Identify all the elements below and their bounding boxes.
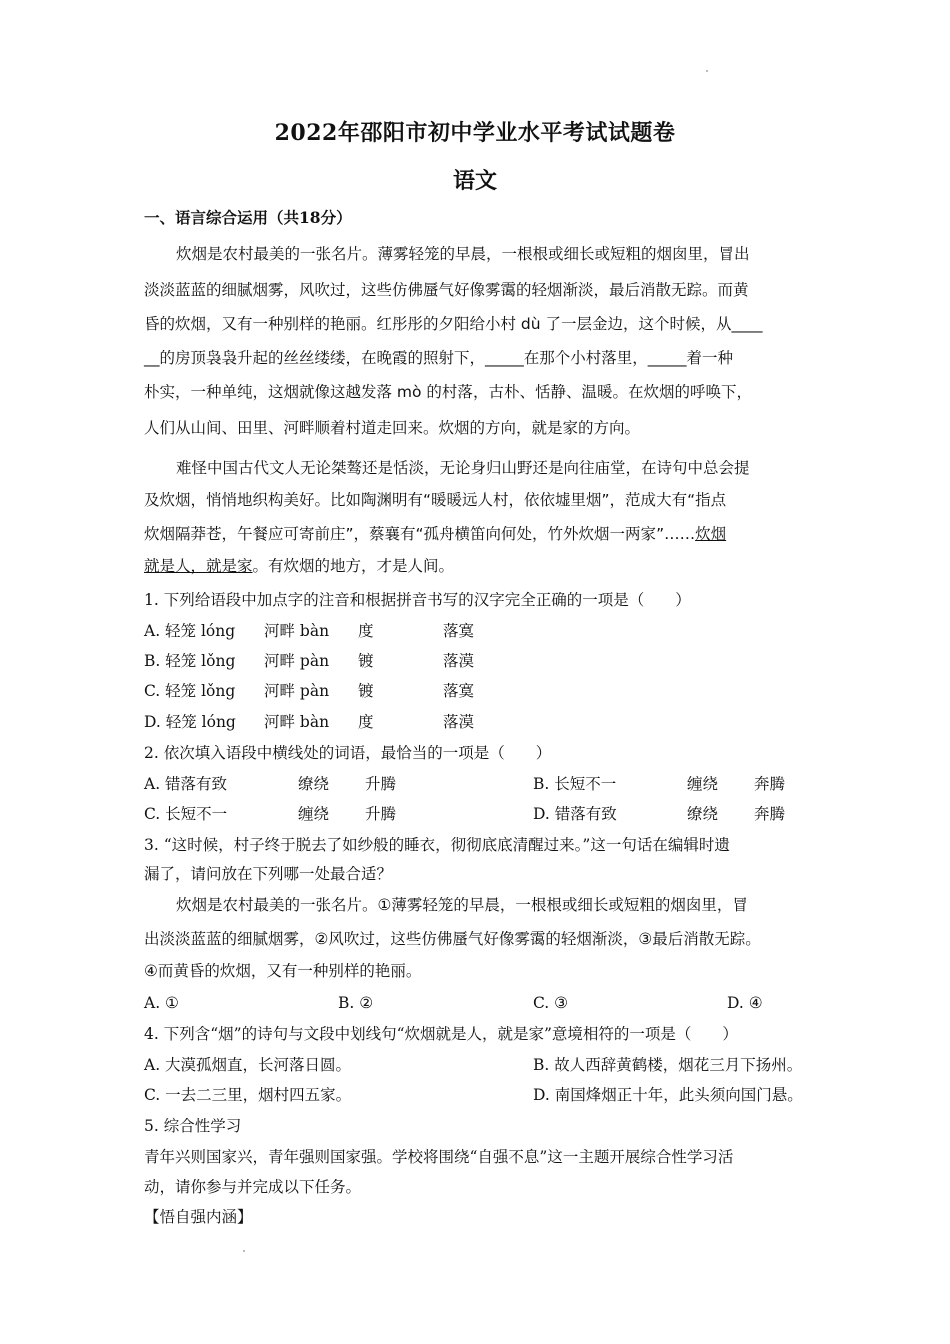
subject-title: 语文 bbox=[452, 168, 497, 194]
question-5-stem: 5. 综合性学习 bbox=[144, 1117, 242, 1135]
section-heading: 一、语言综合运用（共18分） bbox=[144, 208, 352, 227]
option-text: B. 长短不一 bbox=[533, 775, 617, 793]
option-text: 缠绕 bbox=[298, 805, 330, 823]
option-text: 河畔 pàn bbox=[264, 682, 330, 700]
option-text: 度 bbox=[358, 622, 374, 640]
question-4-option-d: D. 南国烽烟正十年，此头须向国门悬。 bbox=[533, 1086, 803, 1104]
option-text: 升腾 bbox=[365, 805, 397, 823]
question-3-option-c: C. ③ bbox=[533, 994, 569, 1012]
passage-line: 及炊烟，悄悄地织构美好。比如陶渊明有“暖暖远人村，依依墟里烟”，范成大有“指点 bbox=[144, 491, 727, 509]
option-text: 度 bbox=[358, 713, 374, 731]
option-text: 河畔 bàn bbox=[264, 713, 330, 731]
option-text: 落寞 bbox=[443, 622, 475, 640]
question-3-option-d: D. ④ bbox=[727, 994, 763, 1012]
question-5-text: 动，请你参与并完成以下任务。 bbox=[144, 1178, 362, 1196]
passage-line: 昏的炊烟，又有一种别样的艳丽。红彤彤的夕阳给小村 dù 了一层金边，这个时候，从____ bbox=[144, 315, 763, 333]
option-text: 落寞 bbox=[443, 682, 475, 700]
page-mark bbox=[243, 1250, 245, 1252]
passage-line: 炊烟是农村最美的一张名片。薄雾轻笼的早晨，一根根或细长或短粗的烟囱里，冒出 bbox=[176, 245, 750, 263]
option-text: B. 轻笼 lǒng bbox=[144, 652, 236, 670]
option-text: A. 轻笼 lóng bbox=[144, 622, 236, 640]
passage-line: __的房顶袅袅升起的丝丝缕缕，在晚霞的照射下，_____在那个小村落里，_____着一种 bbox=[144, 349, 734, 367]
question-4-option-b: B. 故人西辞黄鹤楼，烟花三月下扬州。 bbox=[533, 1056, 803, 1074]
passage-text: 炊烟隔莽苍，午餐应可寄前庄”，蔡襄有“孤舟横笛向何处，竹外炊烟一两家”…… bbox=[144, 525, 696, 543]
option-text: A. 错落有致 bbox=[144, 775, 228, 793]
underlined-sentence: 就是人，就是家 bbox=[144, 557, 253, 575]
passage-line: 炊烟是农村最美的一张名片。①薄雾轻笼的早晨，一根根或细长或短粗的烟囱里，冒 bbox=[176, 896, 748, 914]
option-text: 河畔 pàn bbox=[264, 652, 330, 670]
option-text: C. 轻笼 lǒng bbox=[144, 682, 236, 700]
question-3-option-b: B. ② bbox=[338, 994, 374, 1012]
passage-line: 淡淡蓝蓝的细腻烟雾，风吹过，这些仿佛蜃气好像雾霭的轻烟渐淡，最后消散无踪。而黄 bbox=[144, 281, 749, 299]
passage-line: 人们从山间、田里、河畔顺着村道走回来。炊烟的方向，就是家的方向。 bbox=[144, 419, 641, 437]
question-4-option-c: C. 一去二三里，烟村四五家。 bbox=[144, 1086, 352, 1104]
option-text: 升腾 bbox=[365, 775, 397, 793]
exam-title: 2022年邵阳市初中学业水平考试试题卷 bbox=[274, 120, 676, 146]
option-text: 落漠 bbox=[443, 652, 475, 670]
question-3-stem: 3. “这时候，村子终于脱去了如纱般的睡衣，彻彻底底清醒过来。”这一句话在编辑时遗 bbox=[144, 836, 730, 854]
option-text: 缭绕 bbox=[687, 805, 719, 823]
question-4-option-a: A. 大漠孤烟直，长河落日圆。 bbox=[144, 1056, 352, 1074]
option-text: 河畔 bàn bbox=[264, 622, 330, 640]
passage-line: 难怪中国古代文人无论桀骜还是恬淡，无论身归山野还是向往庙堂，在诗句中总会提 bbox=[176, 459, 750, 477]
question-1-stem: 1. 下列给语段中加点字的注音和根据拼音书写的汉字完全正确的一项是（ ） bbox=[144, 591, 691, 609]
question-5-text: 青年兴则国家兴，青年强则国家强。学校将围绕“自强不息”这一主题开展综合性学习活 bbox=[144, 1148, 734, 1166]
question-2-stem: 2. 依次填入语段中横线处的词语，最恰当的一项是（ ） bbox=[144, 744, 552, 762]
option-text: 奔腾 bbox=[754, 775, 786, 793]
option-text: 奔腾 bbox=[754, 805, 786, 823]
passage-line: ④而黄昏的炊烟，又有一种别样的艳丽。 bbox=[144, 962, 422, 980]
passage-text: 。有炊烟的地方，才是人间。 bbox=[252, 557, 455, 575]
page-mark bbox=[706, 70, 708, 72]
question-3-stem: 漏了，请问放在下列哪一处最合适？ bbox=[144, 865, 393, 883]
option-text: 落漠 bbox=[443, 713, 475, 731]
passage-line bbox=[144, 524, 726, 544]
option-text: 镀 bbox=[358, 682, 374, 700]
option-text: D. 错落有致 bbox=[533, 805, 617, 823]
passage-line bbox=[144, 556, 454, 576]
option-text: C. 长短不一 bbox=[144, 805, 228, 823]
underlined-sentence: 炊烟 bbox=[695, 525, 727, 543]
option-text: 缭绕 bbox=[298, 775, 330, 793]
passage-line: 出淡淡蓝蓝的细腻烟雾，②风吹过，这些仿佛蜃气好像雾霭的轻烟渐淡，③最后消散无踪。 bbox=[144, 930, 761, 948]
passage-line: 朴实，一种单纯，这烟就像这越发落 mò 的村落，古朴、恬静、温暖。在炊烟的呼唤下， bbox=[144, 383, 752, 401]
option-text: 缠绕 bbox=[687, 775, 719, 793]
question-3-option-a: A. ① bbox=[144, 994, 179, 1012]
option-text: D. 轻笼 lóng bbox=[144, 713, 236, 731]
question-5-task-heading: 【悟自强内涵】 bbox=[144, 1208, 253, 1226]
option-text: 镀 bbox=[358, 652, 374, 670]
question-4-stem: 4. 下列含“烟”的诗句与文段中划线句“炊烟就是人，就是家”意境相符的一项是（ ） bbox=[144, 1025, 738, 1043]
